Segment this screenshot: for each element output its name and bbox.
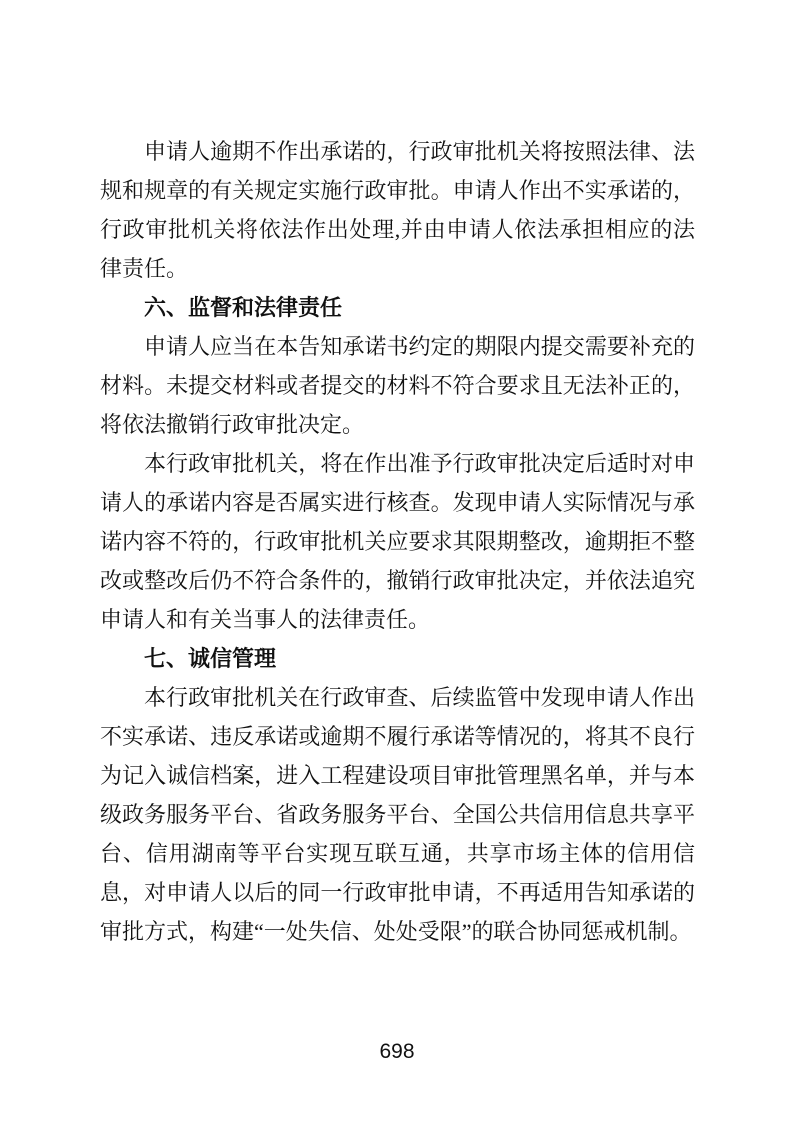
body-paragraph: 申请人应当在本告知承诺书约定的期限内提交需要补充的材料。未提交材料或者提交的材料不符合要求且无法补正的，将依法撤销行政审批决定。	[100, 334, 695, 437]
body-paragraph: 本行政审批机关，将在作出准予行政审批决定后适时对申请人的承诺内容是否属实进行核查。发现申请人实际情况与承诺内容不符的，行政审批机关应要求其限期整改，逾期拒不整改或整改后仍不符合条件的，撤销行政审批决定，并依法追究申请人和有关当事人的法律责任。	[100, 451, 695, 632]
body-paragraph: 申请人逾期不作出承诺的，行政审批机关将按照法律、法规和规章的有关规定实施行政审批。申请人作出不实承诺的，行政审批机关将依法作出处理,并由申请人依法承担相应的法律责任。	[100, 139, 695, 281]
section-heading: 六、监督和法律责任	[144, 295, 343, 320]
document-body	[100, 132, 695, 951]
section-heading: 七、诚信管理	[144, 646, 277, 671]
page-number: 698	[379, 1040, 415, 1063]
body-paragraph: 本行政审批机关在行政审查、后续监管中发现申请人作出不实承诺、违反承诺或逾期不履行承诺等情况的，将其不良行为记入诚信档案，进入工程建设项目审批管理黑名单，并与本级政务服务平台、省政务服务平台、全国公共信用信息共享平台、信用湖南等平台实现互联互通，共享市场主体的信用信息，对申请人以后的同一行政审批申请，不再适用告知承诺的审批方式，构建“一处失信、处处受限”的联合协同惩戒机制。	[100, 685, 695, 944]
